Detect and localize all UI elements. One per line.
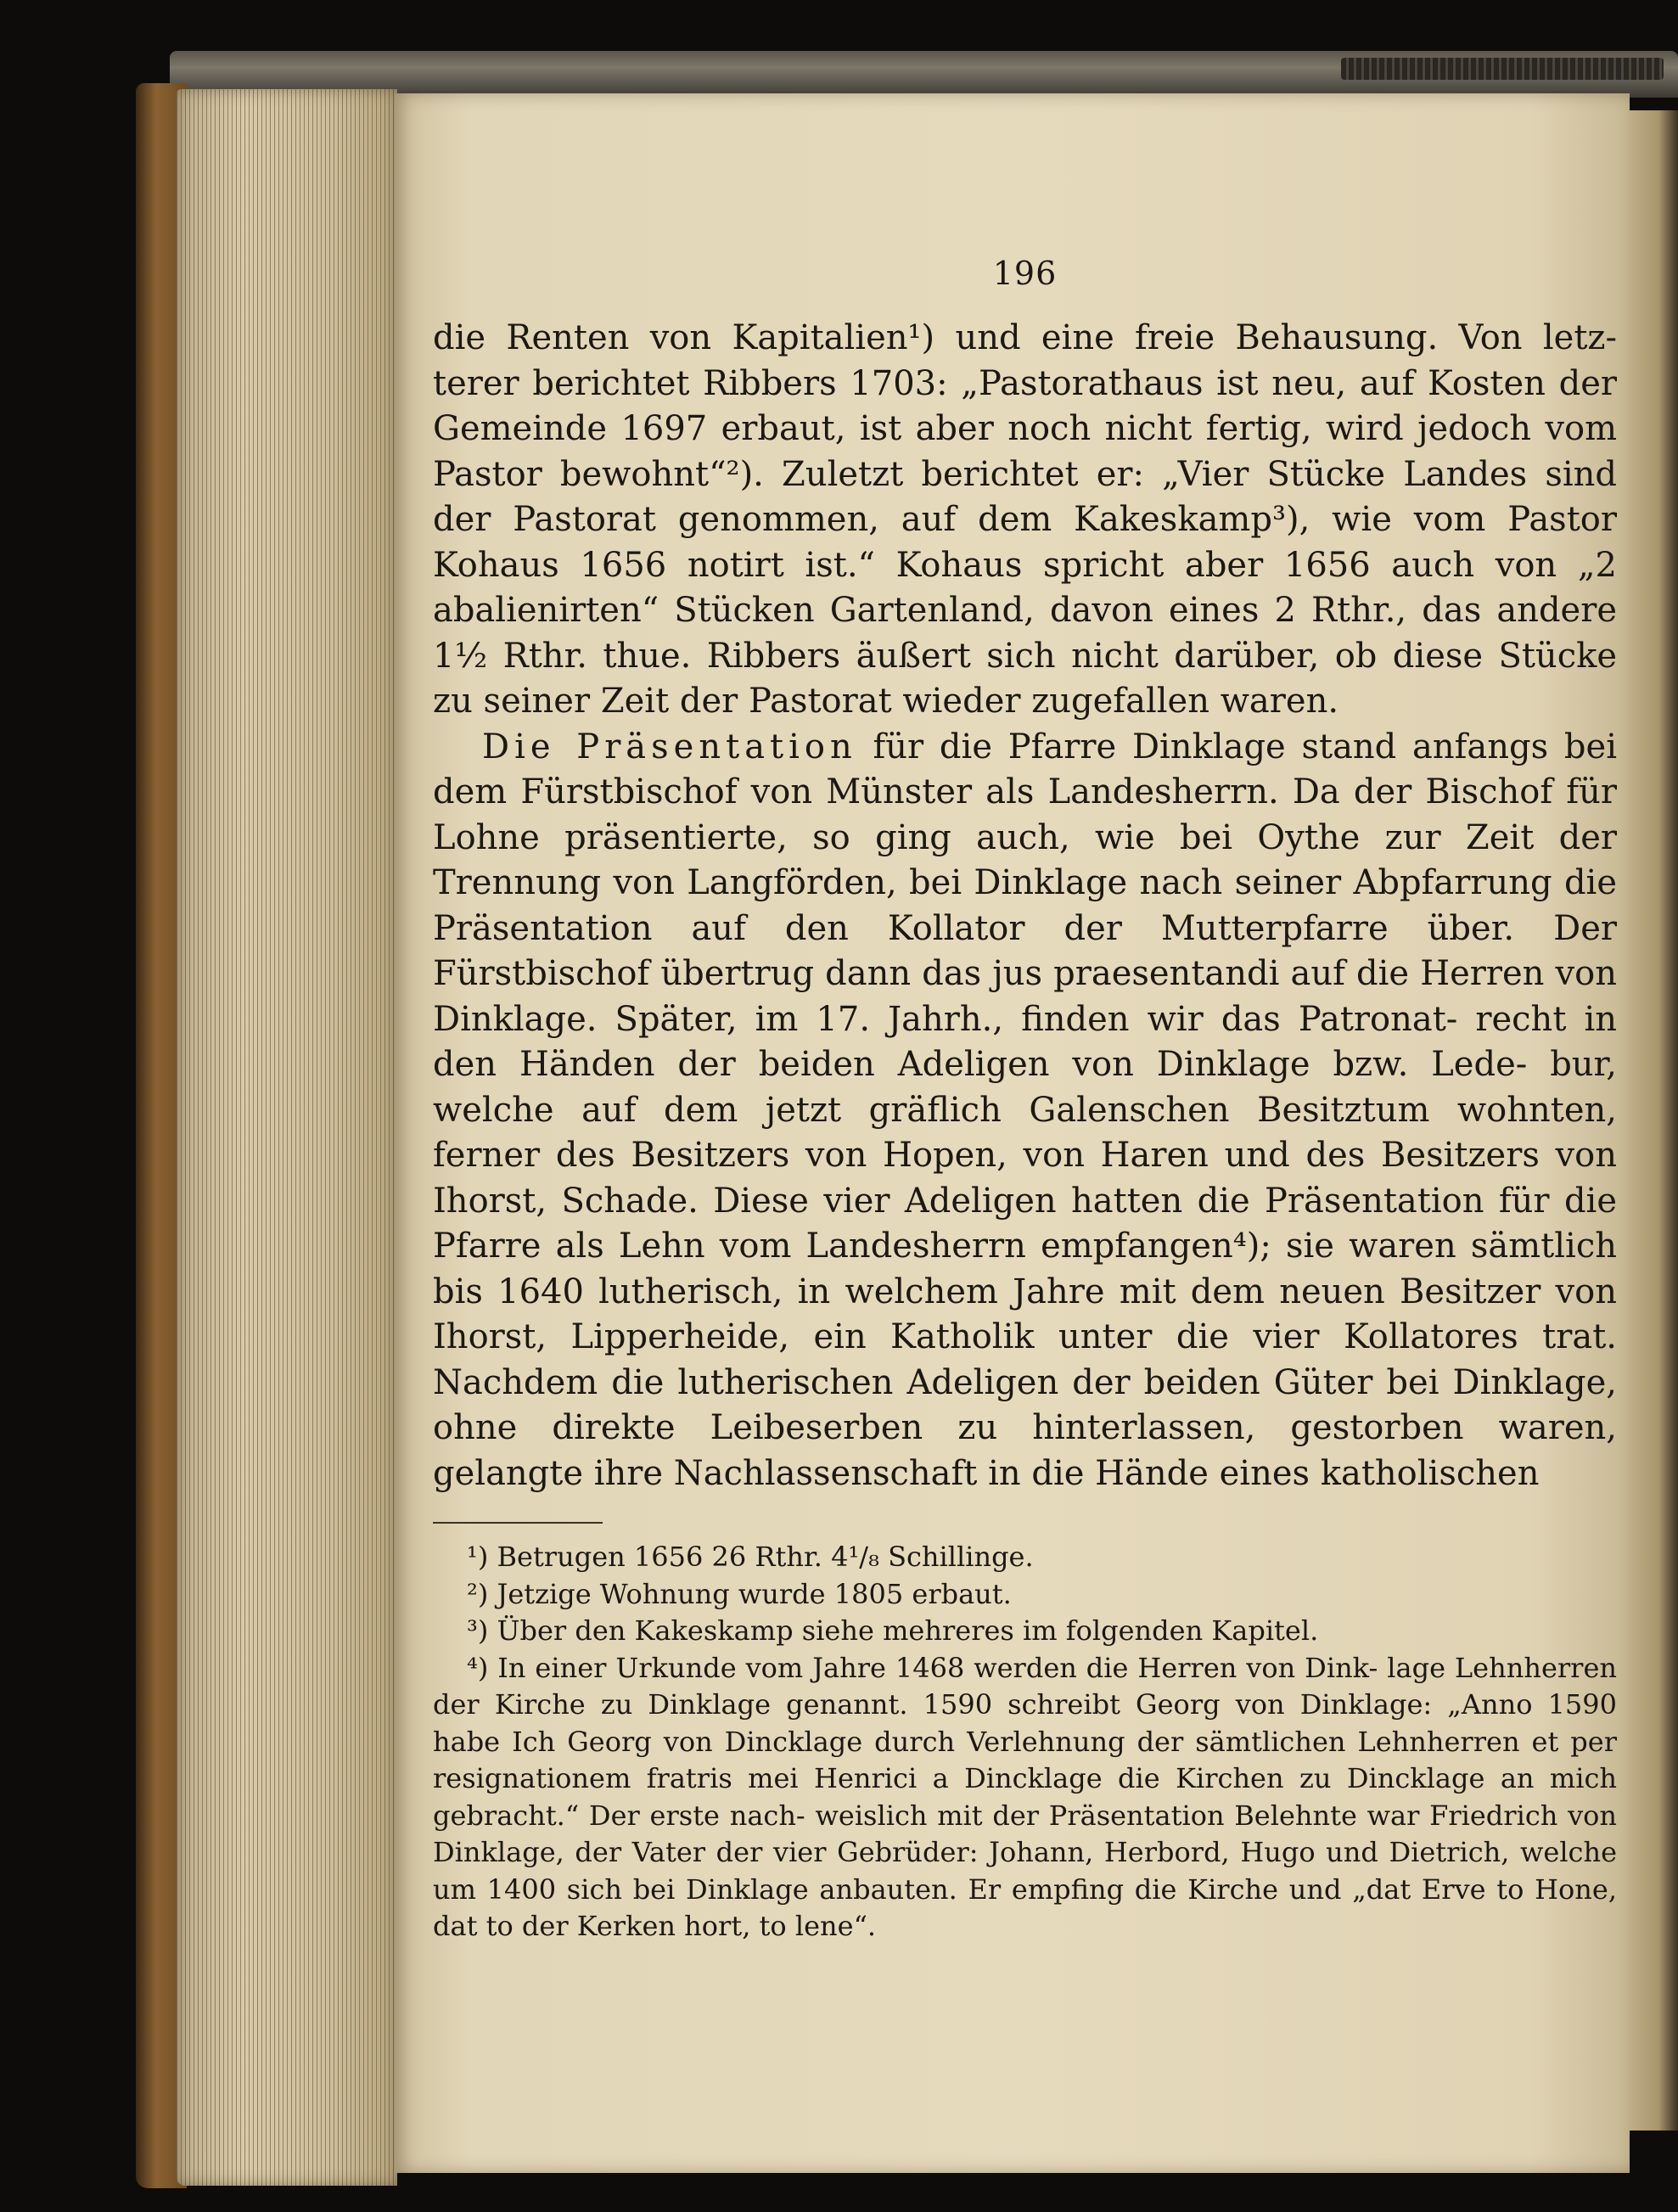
binding-ribbon	[1341, 58, 1664, 80]
text-line: bei Dinklage, ohne direkte Leibeserben zu hinterlassen, gestorben	[433, 1362, 1618, 1447]
text-line: von „2 abalienirten“ Stücken Gartenland, davon eines 2 Rthr.,	[433, 545, 1618, 630]
text-line: ob diese Stücke zu seiner Zeit der Pastorat wieder zugefallen waren.	[433, 636, 1618, 721]
text-line: sind der Pastorat genommen, auf dem Kakeskamp³), wie vom	[433, 454, 1618, 539]
text-line: das andere 1½ Rthr. thue. Ribbers äußert sich nicht darüber,	[433, 591, 1618, 676]
text-line: vom Pastor bewohnt“²). Zuletzt berichtet er: „Vier Stücke Landes	[433, 409, 1618, 494]
text-line: Ihorst, Schade. Diese vier Adeligen hatten die Präsentation für	[433, 1181, 1550, 1221]
footnote-rule	[433, 1522, 603, 1524]
footnote-line: Vater der vier Gebrüder: Johann, Herbord, Hugo und Dietrich, welche	[631, 1836, 1618, 1868]
page-edges	[177, 89, 397, 2186]
text-line: bur, welche auf dem jetzt gräflich Galenschen Besitztum wohnten,	[433, 1045, 1617, 1130]
footnote-line: a Dincklage die Kirchen zu Dincklage an mich gebracht.“ Der erste nach-	[433, 1762, 1618, 1832]
facing-page-edge	[1630, 110, 1678, 2131]
footnote-3: ³) Über den Kakeskamp siehe mehreres im folgenden Kapitel.	[467, 1614, 1319, 1647]
text-line: Trennung von Langförden, bei Dinklage nach seiner Abpfarrung	[433, 863, 1552, 902]
text-line: die Pfarre als Lehn vom Landesherrn empfangen⁴); sie waren	[433, 1181, 1618, 1266]
text-line: der Gemeinde 1697 erbaut, ist aber noch nicht fertig, wird jedoch	[433, 363, 1618, 448]
text-line: die Renten von Kapitalien¹) und eine freie Behausung. Von letz-	[433, 318, 1617, 357]
text-line: terer berichtet Ribbers 1703: „Pastorathaus ist neu, auf Kosten	[433, 363, 1546, 403]
footnote-4	[433, 1650, 1617, 1945]
text-line: bei dem Fürstbischof von Münster als Landesherrn. Da der Bischof	[433, 727, 1617, 811]
footnote-line: ⁴) In einer Urkunde vom Jahre 1468 werden die Herren von Dink-	[467, 1651, 1378, 1684]
footnote-line: lage Lehnherren der Kirche zu Dinklage genannt. 1590 schreibt Georg von	[433, 1651, 1618, 1721]
text-line: für die Pfarre Dinklage stand anfangs	[856, 727, 1549, 766]
text-line: sämtlich bis 1640 lutherisch, in welchem Jahre mit dem neuen	[433, 1227, 1618, 1311]
text-line: Pastor Kohaus 1656 notirt ist.“ Kohaus spricht aber 1656 auch	[433, 500, 1617, 585]
page-content	[433, 255, 1617, 1945]
footnote-line: weislich mit der Präsentation Belehnte war Friedrich von Dinklage, der	[433, 1799, 1618, 1868]
footnote-line: Dinklage: „Anno 1590 habe Ich Georg von Dincklage durch Verlehnung	[433, 1688, 1617, 1758]
text-line: recht in den Händen der beiden Adeligen von Dinklage bzw. Lede-	[433, 999, 1617, 1084]
paragraph-1	[433, 316, 1617, 725]
paragraph-2	[433, 725, 1617, 1497]
footnote-line: Erve to Hone, dat to der Kerken hort, to lene“.	[433, 1872, 1618, 1942]
text-line: die Präsentation auf den Kollator der Mutterpfarre über. Der	[433, 863, 1618, 948]
spaced-heading: Die Präsentation	[482, 727, 857, 766]
page-number: 196	[992, 255, 1058, 292]
text-line: waren, gelangte ihre Nachlassenschaft in die Hände eines katholischen	[433, 1408, 1617, 1493]
footnotes	[433, 1539, 1617, 1945]
text-line: Kollatores trat. Nachdem die lutherischen Adeligen der beiden Güter	[433, 1317, 1617, 1402]
text-line: Besitzer von Ihorst, Lipperheide, ein Katholik unter die vier	[433, 1272, 1618, 1356]
body-text	[433, 316, 1617, 1496]
footnote-1: ¹) Betrugen 1656 26 Rthr. 4¹/₈ Schillinge.	[467, 1541, 1034, 1573]
text-line: Fürstbischof übertrug dann das jus praesentandi auf die Herren	[433, 954, 1545, 993]
footnote-2: ²) Jetzige Wohnung wurde 1805 erbaut.	[467, 1577, 1012, 1610]
text-line: von Dinklage. Später, im 17. Jahrh., finden wir das Patronat-	[433, 954, 1617, 1039]
footnote-line: der sämtlichen Lehnherren et per resignationem fratris mei Henrici	[433, 1725, 1618, 1794]
text-line: ferner des Besitzers von Hopen, von Haren und des Besitzers von	[433, 1136, 1617, 1175]
footnote-line: um 1400 sich bei Dinklage anbauten. Er empfing die Kirche und „dat	[433, 1872, 1411, 1906]
text-line: für Lohne präsentierte, so ging auch, wie bei Oythe zur Zeit der	[433, 772, 1617, 857]
